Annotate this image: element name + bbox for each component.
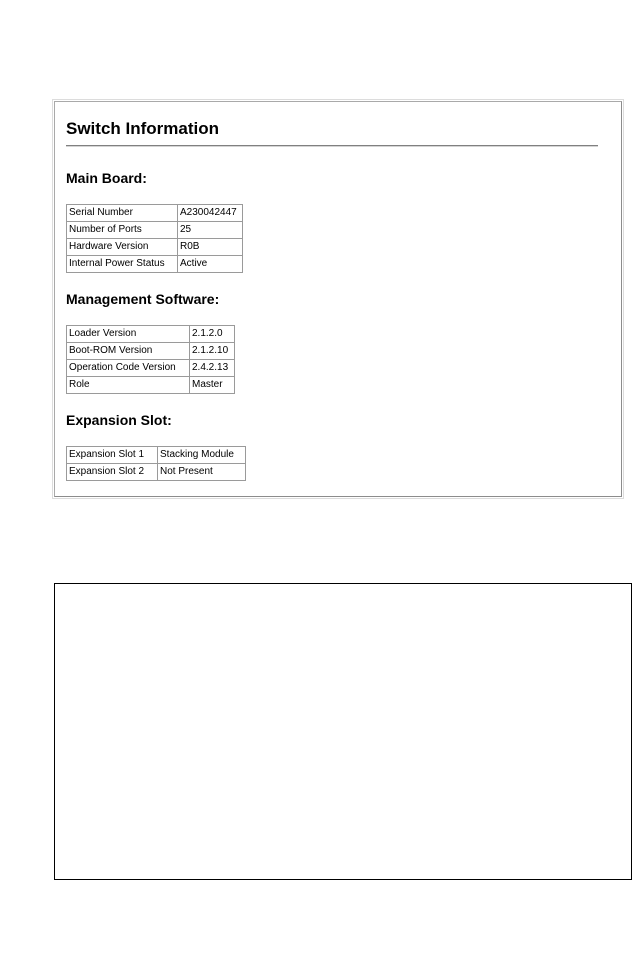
main-board-table [66, 204, 243, 273]
boot-rom-version-label: Boot-ROM Version [67, 343, 190, 360]
cli-example-box [54, 583, 632, 880]
expansion-slot-2-label: Expansion Slot 2 [67, 464, 158, 481]
number-of-ports-value: 25 [178, 222, 243, 239]
switch-information-screenshot [54, 101, 622, 497]
table-row [67, 377, 235, 394]
table-row [67, 464, 246, 481]
table-row [67, 222, 243, 239]
serial-number-label: Serial Number [67, 205, 178, 222]
main-board-heading: Main Board: [66, 170, 147, 186]
table-row [67, 239, 243, 256]
operation-code-version-value: 2.4.2.13 [190, 360, 235, 377]
hardware-version-label: Hardware Version [67, 239, 178, 256]
management-software-heading: Management Software: [66, 291, 220, 307]
expansion-slot-heading: Expansion Slot: [66, 412, 172, 428]
expansion-slot-1-value: Stacking Module [158, 447, 246, 464]
table-row [67, 343, 235, 360]
table-row [67, 360, 235, 377]
boot-rom-version-value: 2.1.2.10 [190, 343, 235, 360]
hardware-version-value: R0B [178, 239, 243, 256]
role-value: Master [190, 377, 235, 394]
management-software-table [66, 325, 235, 394]
title-divider [66, 145, 598, 147]
internal-power-status-label: Internal Power Status [67, 256, 178, 273]
internal-power-status-value: Active [178, 256, 243, 273]
expansion-slot-2-value: Not Present [158, 464, 246, 481]
table-row [67, 326, 235, 343]
table-row [67, 256, 243, 273]
serial-number-value: A230042447 [178, 205, 243, 222]
table-row [67, 205, 243, 222]
loader-version-label: Loader Version [67, 326, 190, 343]
page-title: Switch Information [66, 119, 219, 138]
expansion-slot-table [66, 446, 246, 481]
expansion-slot-1-label: Expansion Slot 1 [67, 447, 158, 464]
table-row [67, 447, 246, 464]
role-label: Role [67, 377, 190, 394]
number-of-ports-label: Number of Ports [67, 222, 178, 239]
loader-version-value: 2.1.2.0 [190, 326, 235, 343]
operation-code-version-label: Operation Code Version [67, 360, 190, 377]
